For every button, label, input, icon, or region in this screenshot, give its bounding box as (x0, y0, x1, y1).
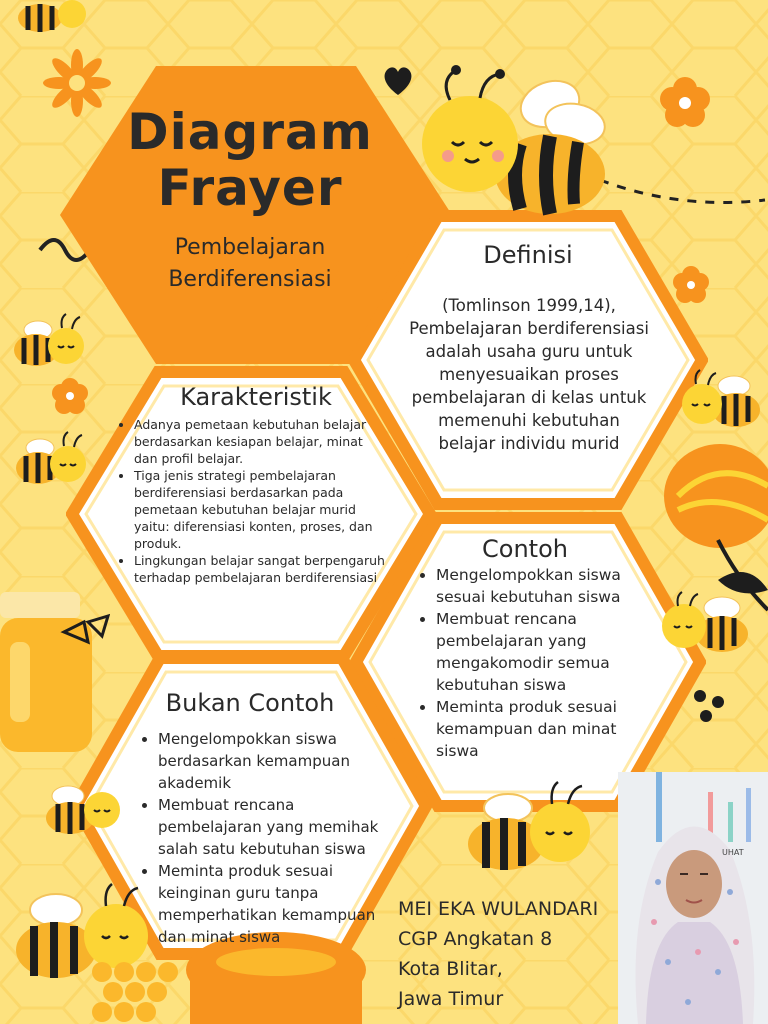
author-line-2: CGP Angkatan 8 (398, 928, 553, 950)
bee-icon (40, 774, 124, 840)
author-name: MEI EKA WULANDARI (398, 898, 599, 920)
definisi-line: menyesuaikan proses (439, 365, 619, 384)
person-illustration (618, 772, 768, 1024)
list-item: • Adanya pemetaan kebutuhan belajar berdasarkan kesiapan belajar, minat dan profil belajar. (134, 416, 390, 467)
list-item: • Mengelompokkan siswa sesuai kebutuhan siswa (436, 564, 658, 608)
author-line-3: Kota Blitar, (398, 958, 503, 980)
definisi-line: (Tomlinson 1999,14), (442, 296, 616, 315)
bukan-contoh-list (142, 728, 382, 948)
definisi-line: memenuhi kebutuhan (438, 411, 620, 430)
bee-icon (10, 0, 90, 40)
flower-icon (648, 440, 768, 620)
list-item: • Membuat rencana pembelajaran yang mengakomodir semua kebutuhan siswa (436, 608, 658, 696)
bee-icon (10, 428, 90, 492)
person-photo (618, 772, 768, 1024)
definisi-line: Pembelajaran berdiferensiasi (409, 319, 649, 338)
honeycomb-icon (90, 960, 182, 1024)
page-title (100, 104, 400, 216)
definisi-line: pembelajaran di kelas untuk (411, 388, 647, 407)
definisi-heading: Definisi (483, 241, 573, 269)
karakteristik-heading: Karakteristik (180, 383, 332, 411)
title-line-2: Frayer (157, 159, 343, 217)
contoh-list (420, 564, 658, 762)
subtitle-line-2: Berdiferensiasi (168, 267, 332, 292)
definisi-body (386, 294, 672, 455)
dots-decoration (690, 686, 730, 726)
list-item: • Membuat rencana pembelajaran yang memihak salah satu kebutuhan siswa (158, 794, 382, 860)
subtitle-line-1: Pembelajaran (174, 235, 326, 260)
bee-icon (410, 64, 620, 224)
list-item: • Mengelompokkan siswa berdasarkan kemampuan akademik (158, 728, 382, 794)
title-line-1: Diagram (127, 103, 373, 161)
page-subtitle (110, 232, 390, 296)
bukan-contoh-heading: Bukan Contoh (165, 689, 335, 717)
flower-icon (652, 70, 718, 136)
honey-jar-icon (0, 592, 110, 752)
list-item: • Meminta produk sesuai kemampuan dan minat siswa (436, 696, 658, 762)
bee-icon (8, 310, 88, 374)
bee-icon (676, 364, 766, 436)
karakteristik-list (118, 416, 390, 586)
author-line-4: Jawa Timur (398, 988, 504, 1010)
contoh-heading: Contoh (482, 535, 568, 563)
definisi-line: adalah usaha guru untuk (425, 342, 633, 361)
list-item: • Lingkungan belajar sangat berpengaruh terhadap pembelajaran berdiferensiasi (134, 552, 390, 586)
photo-caption: UHAT (722, 848, 744, 857)
list-item: • Meminta produk sesuai keinginan guru tanpa memperhatikan kemampuan dan minat siswa (158, 860, 382, 948)
definisi-line: belajar individu murid (438, 434, 620, 453)
bee-icon (456, 778, 596, 878)
list-item: • Tiga jenis strategi pembelajaran berdiferensiasi berdasarkan pada pemetaan kebutuhan belajar murid yaitu: diferensiasi konten, proses, dan produk. (134, 467, 390, 552)
author-block (398, 894, 614, 1014)
